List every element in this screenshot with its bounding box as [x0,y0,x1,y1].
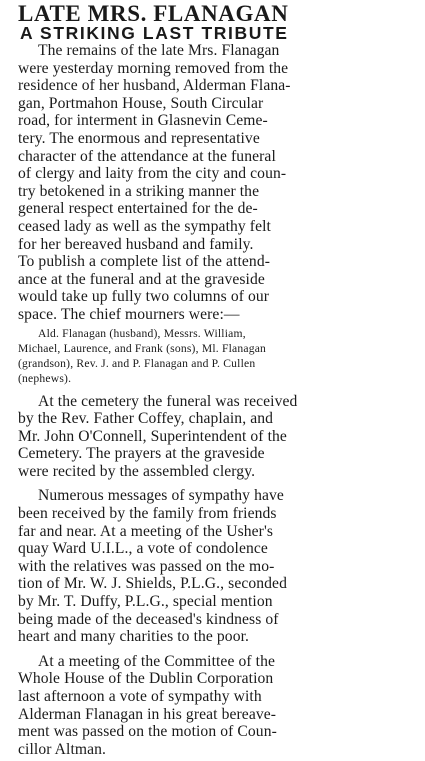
text-line: road, for interment in Glasnevin Ceme- [18,112,268,130]
text-line: by Mr. T. Duffy, P.L.G., special mention [18,593,273,611]
text-line: by the Rev. Father Coffey, chaplain, and [18,410,274,428]
text-line: try betokened in a striking manner the [18,182,260,200]
text-line: Mr. John O'Connell, Superintendent of the [18,427,287,445]
text-line: ance at the funeral and at the graveside [18,270,265,288]
text-line: for her bereaved husband and family. [18,235,254,253]
text-line: been received by the family from friends [18,505,277,523]
text-line: tion of Mr. W. J. Shields, P.L.G., seconded [18,575,287,593]
paragraph-messages [18,487,410,645]
mourners-line: Michael, Laurence, and Frank (sons), Ml. Flanagan [18,341,267,355]
text-line: cillor Altman. [18,740,107,758]
text-line: of clergy and laity from the city and coun- [18,165,287,183]
text-line: far and near. At a meeting of the Usher's [18,522,274,540]
text-line: Cemetery. The prayers at the graveside [18,445,265,463]
text-line: character of the attendance at the funeral [18,147,276,165]
text-line: Alderman Flanagan in his great bereave- [18,705,277,723]
newspaper-clipping [18,0,410,758]
text-line: space. The chief mourners were:— [18,305,240,323]
mourners-line: Ald. Flanagan (husband), Messrs. William, [38,326,246,340]
paragraph-removal [18,42,410,324]
text-line: were recited by the assembled clergy. [18,462,256,480]
subheadline: A STRIKING LAST TRIBUTE [20,23,289,43]
text-line: At the cemetery the funeral was received [38,392,298,410]
text-line: gan, Portmahon House, South Circular [18,94,264,112]
text-line: tery. The enormous and representative [18,129,260,147]
text-line: last afternoon a vote of sympathy with [18,688,262,705]
paragraph-cemetery [18,393,410,481]
text-line: residence of her husband, Alderman Flana- [18,77,291,95]
text-line: At a meeting of the Committee of the [38,652,276,670]
text-line: To publish a complete list of the attend- [18,253,271,271]
text-line: quay Ward U.I.L., a vote of condolence [18,540,268,558]
text-line: general respect entertained for the de- [18,200,258,218]
mourners-list [18,326,410,386]
text-line: would take up fully two columns of our [18,288,270,306]
text-line: being made of the deceased's kindness of [18,610,279,628]
text-line: Numerous messages of sympathy have [38,487,284,505]
text-line: ceased lady as well as the sympathy felt [18,217,271,235]
paragraph-corporation [18,653,410,759]
text-line: Whole House of the Dublin Corporation [18,670,274,688]
mourners-line: (grandson), Rev. J. and P. Flanagan and P. Cullen [18,356,256,370]
headline: LATE MRS. FLANAGAN [18,1,289,26]
mourners-line: (nephews). [18,371,72,385]
text-line: The remains of the late Mrs. Flanagan [38,42,280,59]
text-line: heart and many charities to the poor. [18,628,250,646]
text-line: were yesterday morning removed from the [18,59,289,77]
text-line: ment was passed on the motion of Coun- [18,723,277,741]
text-line: with the relatives was passed on the mo- [18,557,275,575]
